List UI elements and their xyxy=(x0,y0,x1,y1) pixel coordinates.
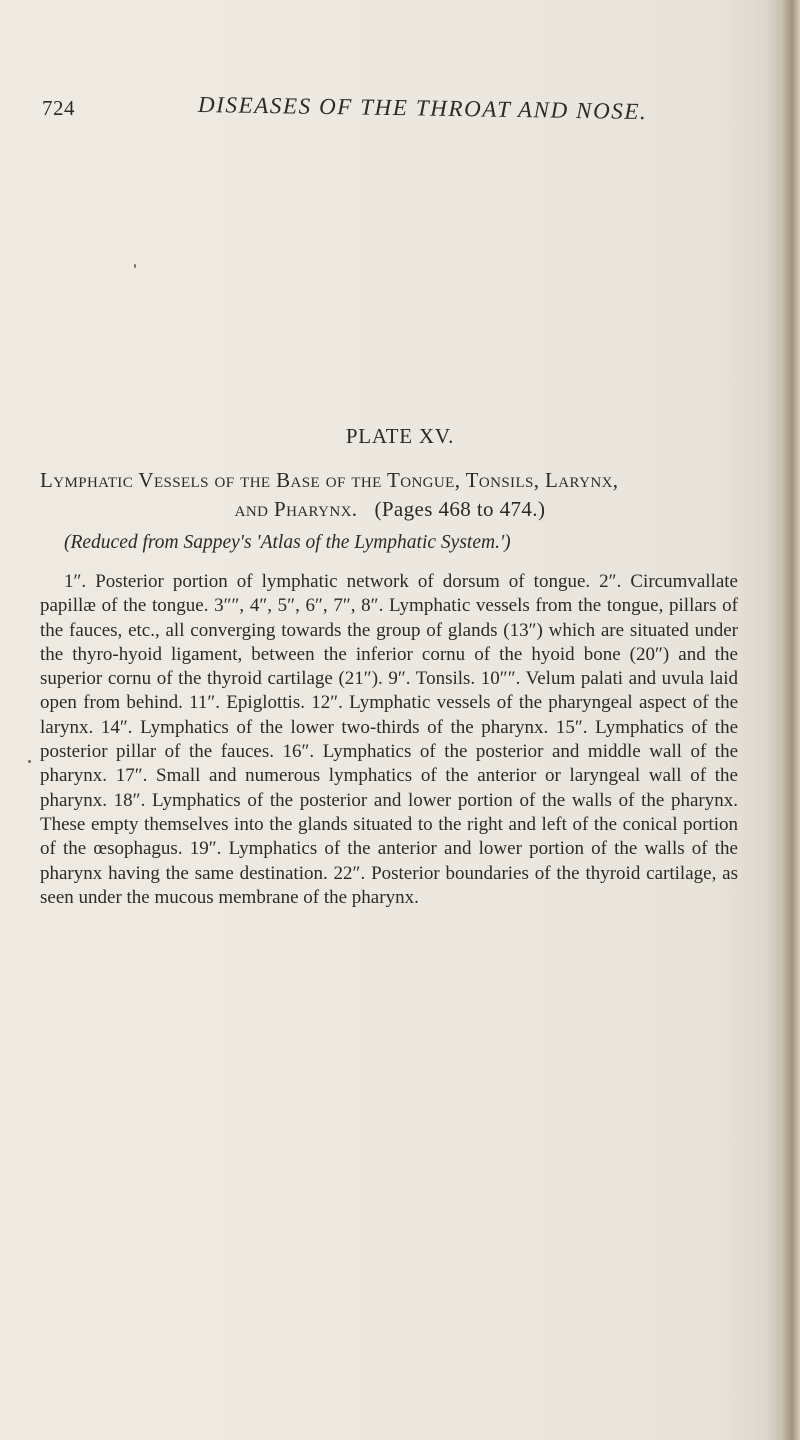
plate-source: (Reduced from Sappey's 'Atlas of the Lymphatic System.') xyxy=(64,532,511,553)
book-binding-edge xyxy=(780,0,800,1440)
caption-pages xyxy=(363,497,545,521)
page-number: 724 xyxy=(42,96,75,120)
caption-line-2a: and Pharynx. xyxy=(234,497,358,521)
caption-line-1: Lymphatic Vessels of the Base of the Tongue, Tonsils, Larynx, xyxy=(40,468,619,492)
paper-speck xyxy=(28,760,31,763)
paper-speck xyxy=(134,264,136,268)
plate-description: 1″. Posterior portion of lymphatic network of dorsum of tongue. 2″. Circumvallate papillæ of the tongue. 3″″, 4″, 5″, 6″, 7″, 8″. Lymphatic vessels from the tongue, pillars of the fauces, etc., all converging towards the group of glands (13″) which are situated under the thyro-hyoid ligament, between the inferior cornu of the hyoid bone (20″) and the superior cornu of the thyroid cartilage (21″). 9″. Tonsils. 10″″. Velum palati and uvula laid open from behind. 11″. Epiglottis. 12″. Lymphatic vessels of the pharyngeal aspect of the larynx. 14″. Lymphatics of the lower two-thirds of the pharynx. 15″. Lymphatics of the posterior pillar of the fauces. 16″. Lymphatics of the posterior and middle wall of the pharynx. 17″. Small and numerous lymphatics of the anterior or laryngeal wall of the pharynx. 18″. Lymphatics of the posterior and lower portion of the walls of the pharynx. These empty themselves into the glands situated to the right and left of the conical portion of the œsophagus. 19″. Lymphatics of the anterior and lower portion of the walls of the pharynx having the same destination. 22″. Posterior boundaries of the thyroid cartilage, as seen under the mucous membrane of the pharynx. xyxy=(40,571,738,908)
caption-line-2b: (Pages 468 to 474.) xyxy=(374,497,546,521)
binding-shadow xyxy=(766,0,780,1440)
plate-caption-title xyxy=(40,466,740,524)
page-header xyxy=(42,92,742,132)
running-head: DISEASES OF THE THROAT AND NOSE. xyxy=(197,92,648,125)
plate-title: PLATE XV. xyxy=(345,424,455,448)
